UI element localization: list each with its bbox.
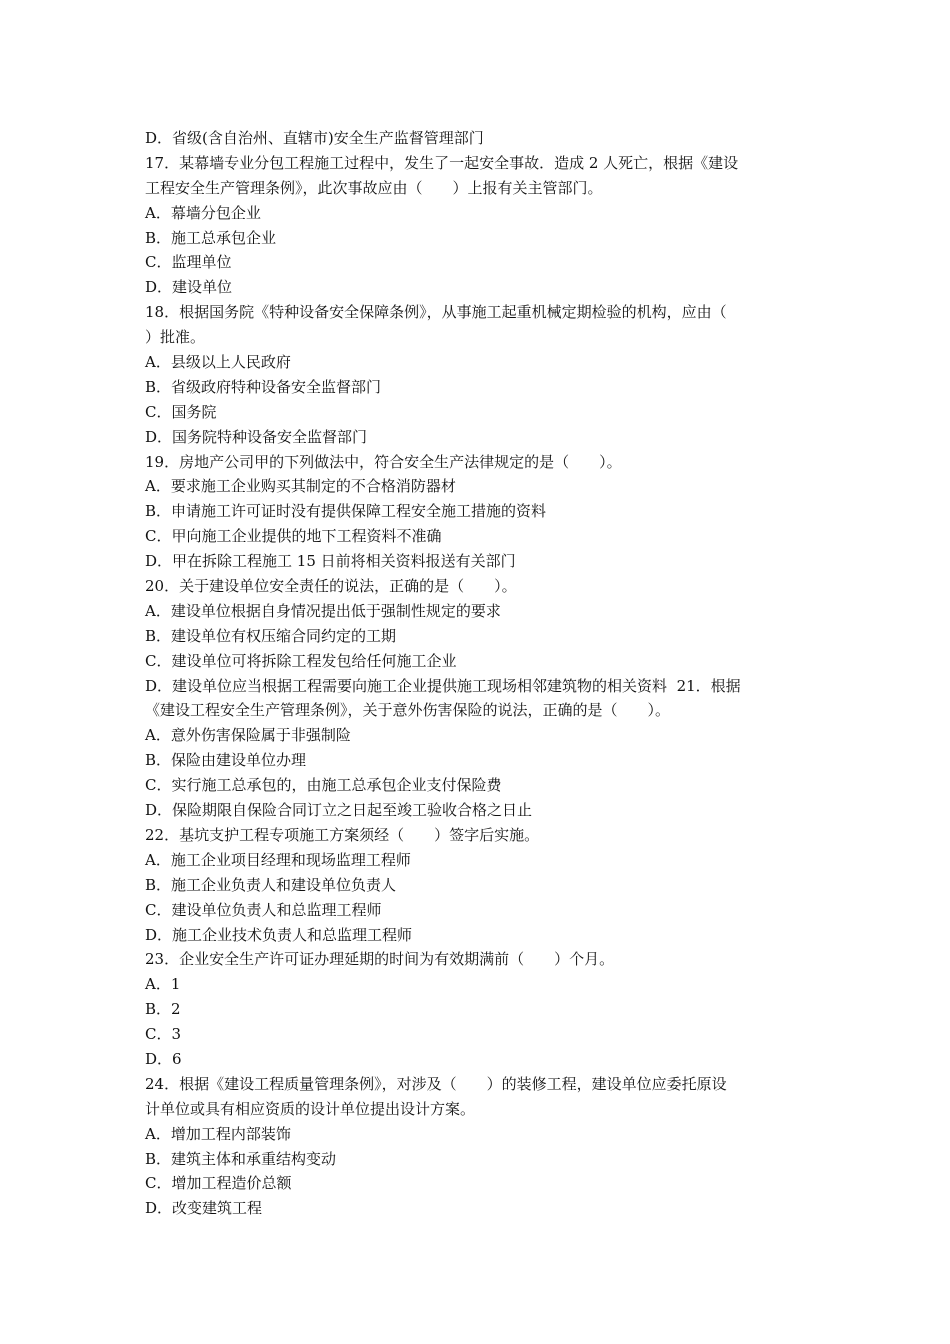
- option-line: A．幕墙分包企业: [145, 203, 261, 222]
- option-line: C．建设单位可将拆除工程发包给任何施工企业: [145, 651, 457, 670]
- option-line: B．申请施工许可证时没有提供保障工程安全施工措施的资料: [145, 502, 547, 521]
- option-line: C．增加工程造价总额: [145, 1174, 292, 1193]
- option-line: D．6: [145, 1049, 182, 1068]
- question-17-line: 17．某幕墙专业分包工程施工过程中，发生了一起安全事故．造成 2 人死亡，根据《建设: [145, 153, 739, 172]
- option-line: A．建设单位根据自身情况提出低于强制性规定的要求: [145, 601, 501, 620]
- option-line: A．1: [145, 975, 181, 994]
- option-line: D．施工企业技术负责人和总监理工程师: [145, 925, 413, 944]
- text-line: 工程安全生产管理条例》，此次事故应由（ ）上报有关主管部门。: [145, 178, 603, 197]
- document-page: [145, 126, 810, 1221]
- option-line: A．增加工程内部装饰: [145, 1124, 291, 1143]
- question-21-line: 《建设工程安全生产管理条例》，关于意外伤害保险的说法，正确的是（ ）。: [145, 701, 671, 720]
- text-line: 计单位或具有相应资质的设计单位提出设计方案。: [145, 1099, 476, 1118]
- option-line: A．意外伤害保险属于非强制险: [145, 726, 351, 745]
- option-line: D．改变建筑工程: [145, 1199, 263, 1218]
- option-line: C．监理单位: [145, 253, 232, 272]
- option-line: A．要求施工企业购买其制定的不合格消防器材: [145, 477, 456, 496]
- question-23-line: 23．企业安全生产许可证办理延期的时间为有效期满前（ ）个月。: [145, 950, 615, 969]
- option-line: A．施工企业项目经理和现场监理工程师: [145, 850, 411, 869]
- question-19-line: 19．房地产公司甲的下列做法中，符合安全生产法律规定的是（ ）。: [145, 452, 622, 471]
- option-line: D．甲在拆除工程施工 15 日前将相关资料报送有关部门: [145, 552, 516, 571]
- question-22-line: 22．基坑支护工程专项施工方案须经（ ）签字后实施。: [145, 825, 540, 844]
- question-20-line: 20．关于建设单位安全责任的说法，正确的是（ ）。: [145, 577, 517, 596]
- option-line: D．国务院特种设备安全监督部门: [145, 427, 368, 446]
- option-line: B．建筑主体和承重结构变动: [145, 1149, 337, 1168]
- option-line: C．3: [145, 1025, 182, 1044]
- text-line: ）批准。: [145, 328, 206, 347]
- option-line: B．2: [145, 1000, 181, 1019]
- option-line: B．省级政府特种设备安全监督部门: [145, 377, 382, 396]
- option-line: B．建设单位有权压缩合同约定的工期: [145, 626, 397, 645]
- text-line: D．省级(含自治州、直辖市)安全生产监督管理部门: [145, 129, 484, 147]
- option-line: B．施工企业负责人和建设单位负责人: [145, 875, 397, 894]
- option-line: C．国务院: [145, 402, 217, 421]
- question-18-line: 18．根据国务院《特种设备安全保障条例》，从事施工起重机械定期检验的机构，应由（: [145, 303, 727, 322]
- question-24-line: 24．根据《建设工程质量管理条例》，对涉及（ ）的装修工程，建设单位应委托原设: [145, 1074, 727, 1093]
- option-line: A．县级以上人民政府: [145, 353, 291, 372]
- option-line: D．建设单位: [145, 278, 233, 297]
- option-line: C．甲向施工企业提供的地下工程资料不准确: [145, 527, 442, 546]
- option-line: C．实行施工总承包的，由施工总承包企业支付保险费: [145, 776, 502, 795]
- option-line: D．保险期限自保险合同订立之日起至竣工验收合格之日止: [145, 801, 533, 820]
- option-line: B．保险由建设单位办理: [145, 751, 307, 770]
- option-line: C．建设单位负责人和总监理工程师: [145, 900, 382, 919]
- option-line: B．施工总承包企业: [145, 228, 277, 247]
- option-line: D．建设单位应当根据工程需要向施工企业提供施工现场相邻建筑物的相关资料 21．根据: [145, 676, 741, 695]
